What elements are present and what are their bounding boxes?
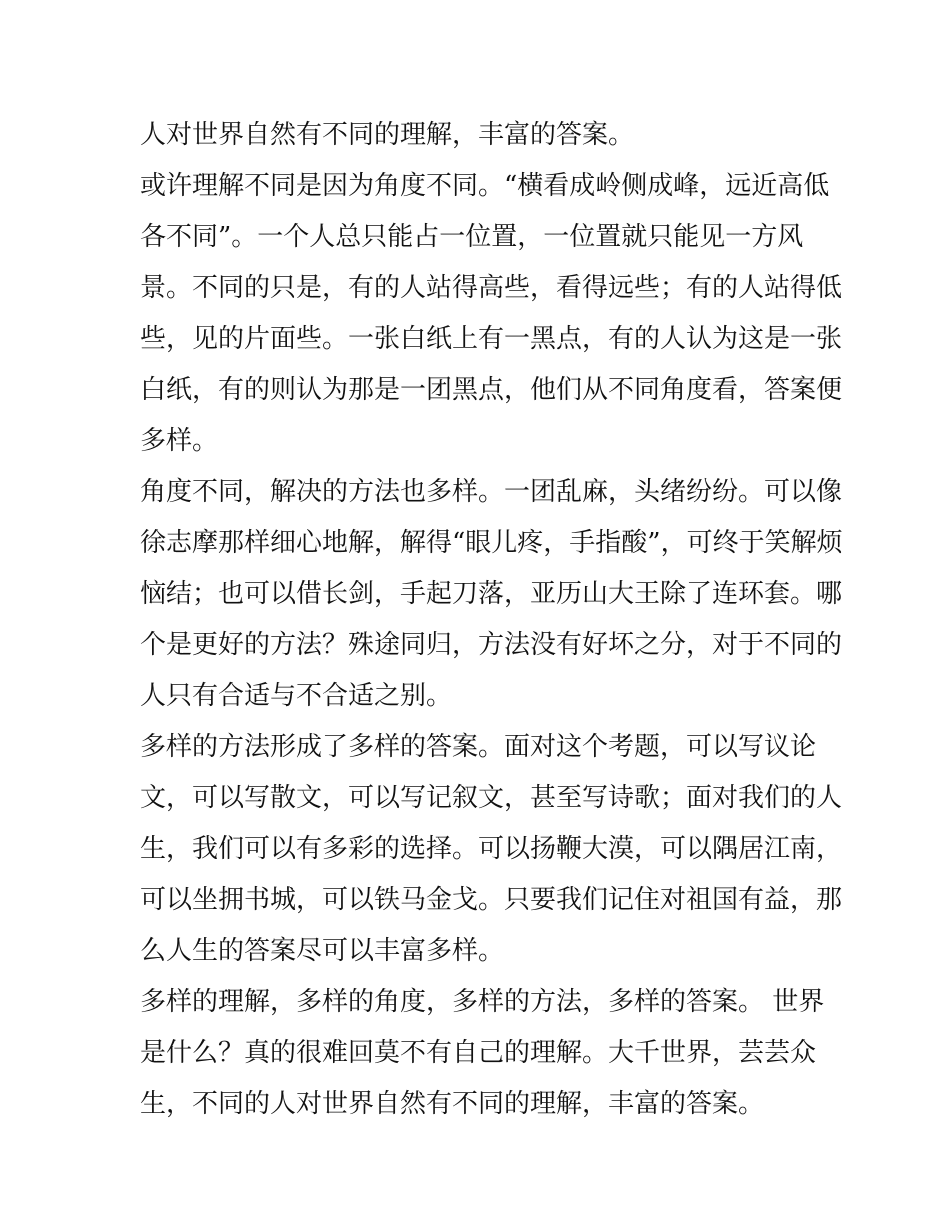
text-line: 些，见的片面些。一张白纸上有一黑点，有的人认为这是一张: [140, 324, 843, 354]
paragraph-4: [140, 722, 843, 977]
text-line: 或许理解不同是因为角度不同。“横看成岭侧成峰，远近高低: [140, 171, 830, 201]
text-line: 么人生的答案尽可以丰富多样。: [140, 936, 505, 966]
text-line: 文，可以写散文，可以写记叙文，甚至写诗歌；面对我们的人: [140, 783, 843, 813]
text-line: 多样的方法形成了多样的答案。面对这个考题，可以写议论: [140, 732, 817, 762]
paragraph-2: [140, 161, 843, 467]
text-line: 是什么？真的很难回莫不有自己的理解。大千世界，芸芸众: [140, 1038, 817, 1068]
document-page: [140, 110, 843, 1130]
text-line: 景。不同的只是，有的人站得高些，看得远些；有的人站得低: [140, 273, 843, 303]
text-line: 各不同”。一个人总只能占一位置，一位置就只能见一方风: [140, 222, 804, 252]
text-line: 多样。: [140, 426, 219, 456]
paragraph-5: [140, 977, 825, 1130]
text-line: 生，不同的人对世界自然有不同的理解，丰富的答案。: [140, 1089, 765, 1119]
paragraph-1: [140, 110, 820, 161]
text-line: 白纸，有的则认为那是一团黑点，他们从不同角度看，答案便: [140, 375, 843, 405]
text-line: 可以坐拥书城，可以铁马金戈。只要我们记住对祖国有益，那: [140, 885, 843, 915]
text-line: 徐志摩那样细心地解，解得“眼儿疼，手指酸”，可终于笑解烦: [140, 528, 843, 558]
text-line: 恼结；也可以借长剑，手起刀落，亚历山大王除了连环套。哪: [140, 579, 843, 609]
text-line: 人对世界自然有不同的理解，丰富的答案。: [140, 120, 635, 150]
text-line: 个是更好的方法？殊途同归，方法没有好坏之分，对于不同的: [140, 630, 843, 660]
text-line: 角度不同，解决的方法也多样。一团乱麻，头绪纷纷。可以像: [140, 477, 843, 507]
text-line: 多样的理解，多样的角度，多样的方法，多样的答案。 世界: [140, 987, 825, 1017]
paragraph-3: [140, 467, 843, 722]
text-line: 人只有合适与不合适之别。: [140, 681, 453, 711]
text-line: 生，我们可以有多彩的选择。可以扬鞭大漠，可以隅居江南，: [140, 834, 843, 864]
